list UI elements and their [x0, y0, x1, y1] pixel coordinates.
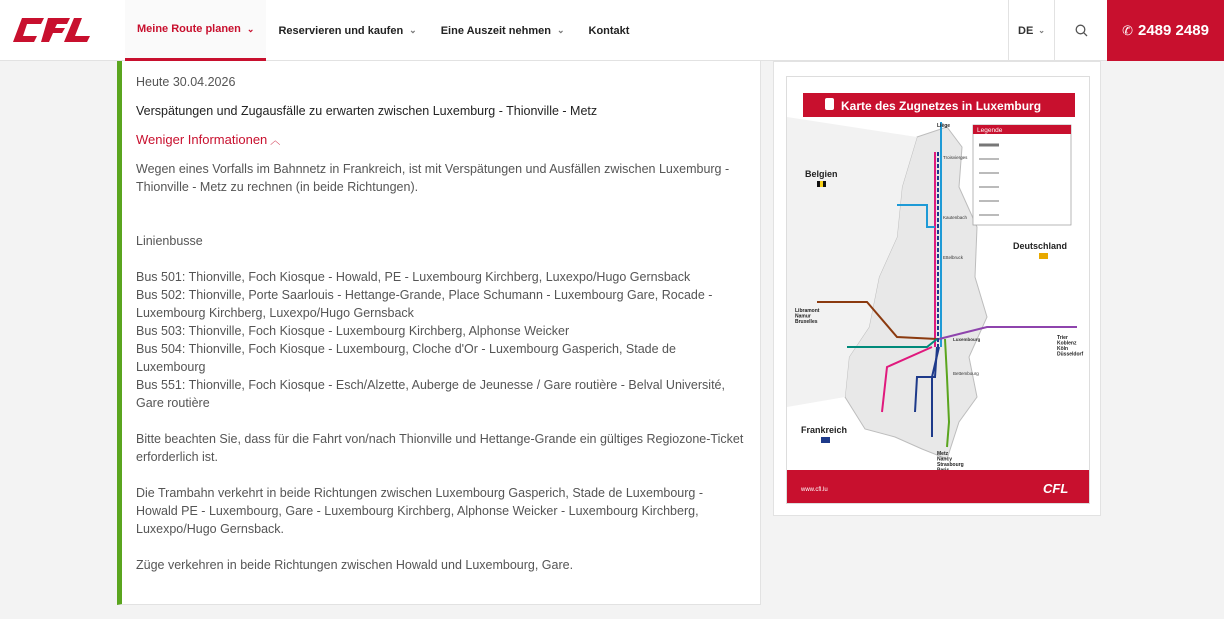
- destination-line: Namur: [795, 313, 811, 320]
- notice-card: [117, 61, 761, 605]
- destination-line: Strasbourg: [937, 462, 964, 468]
- destination-line: Bruxelles: [795, 319, 818, 325]
- country-deutschland: Deutschland: [1013, 241, 1068, 251]
- destination-line: Koblenz: [1057, 340, 1077, 347]
- chevron-down-icon: ⌄: [1038, 26, 1045, 35]
- nav-reservieren[interactable]: [266, 0, 428, 61]
- chevron-down-icon: ⌄: [556, 25, 565, 35]
- destination-line: Düsseldorf: [1057, 351, 1084, 358]
- language-selector[interactable]: [1008, 0, 1054, 61]
- nav-label: Eine Auszeit nehmen: [440, 24, 551, 37]
- flag-belgium-stripe: [820, 181, 823, 187]
- nav-label: Kontakt: [588, 24, 630, 37]
- nav-label: Reservieren und kaufen: [278, 24, 404, 37]
- bus-heading: Linienbusse: [136, 234, 203, 248]
- main-nav: [125, 0, 641, 61]
- nav-auszeit[interactable]: [429, 0, 577, 61]
- list-item: Bus 504: Thionville, Foch Kiosque - Luxembourg, Cloche d'Or - Luxembourg Gasperich, Stade de Luxembourg: [136, 342, 676, 374]
- phone-number: 2489 2489: [1138, 22, 1209, 39]
- chevron-up-icon: ︿: [270, 136, 281, 147]
- map-footer-url: www.cfl.lu: [801, 487, 828, 493]
- flag-france: [821, 437, 830, 443]
- destination-line: Trier: [1057, 335, 1068, 341]
- country-belgien: Belgien: [805, 169, 838, 179]
- legend-title: Legende: [977, 127, 1003, 134]
- dest-liege: [937, 123, 950, 129]
- destination-line: Liège: [937, 123, 951, 129]
- notice-date: Heute 30.04.2026: [136, 75, 236, 89]
- map-legend: [973, 125, 1071, 225]
- destination-line: Libramont: [795, 308, 820, 314]
- train-note: Züge verkehren in beide Richtungen zwischen Howald und Luxembourg, Gare.: [136, 558, 574, 572]
- toggle-label: Weniger Informationen: [136, 132, 268, 147]
- station-ettelbruck: Ettelbruck: [943, 255, 964, 260]
- station-bettembourg: Bettembourg: [953, 371, 979, 376]
- destination-line: Köln: [1057, 346, 1069, 352]
- search-icon: [1075, 24, 1088, 37]
- phone-icon: ✆: [1122, 22, 1133, 38]
- phone-button[interactable]: [1107, 0, 1224, 61]
- tram-note: Die Trambahn verkehrt in beide Richtungen zwischen Luxembourg Gasperich, Stade de Luxembourg - Howald PE - Luxembourg, Gare - Luxembourg Kirchberg, Alphonse Weicker - Luxembourg Kirchberg, Luxexpo/Hugo Gernsback.: [136, 486, 703, 536]
- train-icon: [825, 98, 834, 110]
- list-item: Bus 501: Thionville, Foch Kiosque - Howald, PE - Luxembourg Kirchberg, Luxexpo/Hugo Gernsback: [136, 270, 691, 284]
- ticket-note: Bitte beachten Sie, dass für die Fahrt von/nach Thionville und Hettange-Grande ein gültiges Regiozone-Ticket erforderlich ist.: [136, 432, 744, 464]
- language-label: DE: [1018, 24, 1034, 37]
- station-luxembourg: Luxembourg: [953, 337, 981, 342]
- station-kautenbach: Kautenbach: [943, 215, 968, 220]
- flag-germany: [1039, 253, 1048, 259]
- network-map-svg: [787, 77, 1090, 504]
- destination-line: Metz: [937, 451, 949, 457]
- map-footer-logo: CFL: [1043, 481, 1069, 496]
- chevron-down-icon: ⌄: [246, 23, 255, 34]
- less-info-toggle[interactable]: [136, 131, 746, 151]
- list-item: Bus 503: Thionville, Foch Kiosque - Luxembourg Kirchberg, Alphonse Weicker: [136, 324, 570, 338]
- map-title: Karte des Zugnetzes in Luxemburg: [841, 99, 1042, 113]
- notice-headline: Verspätungen und Zugausfälle zu erwarten zwischen Luxemburg - Thionville - Metz: [136, 104, 598, 118]
- list-item: Bus 502: Thionville, Porte Saarlouis - Hettange-Grande, Place Schumann - Luxembourg Gare, Rocade - Luxembourg Kirchberg, Luxexpo/Hugo Gernsback: [136, 288, 713, 320]
- list-item: Bus 551: Thionville, Foch Kiosque - Esch/Alzette, Auberge de Jeunesse / Gare routière - Belval Université, Gare routière: [136, 378, 725, 410]
- station-troisvierges: Troisvierges: [943, 155, 968, 160]
- nav-route-planen[interactable]: [125, 0, 266, 61]
- destination-line: Nancy: [937, 456, 953, 463]
- cfl-logo[interactable]: [10, 14, 100, 46]
- notice-intro: Wegen eines Vorfalls im Bahnnetz in Frankreich, ist mit Verspätungen und Ausfällen zwischen Luxemburg - Thionville - Metz zu rechnen (in beide Richtungen).: [136, 162, 730, 194]
- network-map-card: [773, 61, 1101, 516]
- chevron-down-icon: ⌄: [409, 25, 417, 35]
- nav-kontakt[interactable]: [577, 0, 642, 61]
- bus-list: [136, 268, 746, 412]
- search-button[interactable]: [1054, 0, 1107, 61]
- country-frankreich: Frankreich: [801, 425, 848, 435]
- nav-label: Meine Route planen: [137, 23, 241, 35]
- top-navigation-bar: [0, 0, 1224, 61]
- network-map-image[interactable]: [786, 76, 1090, 504]
